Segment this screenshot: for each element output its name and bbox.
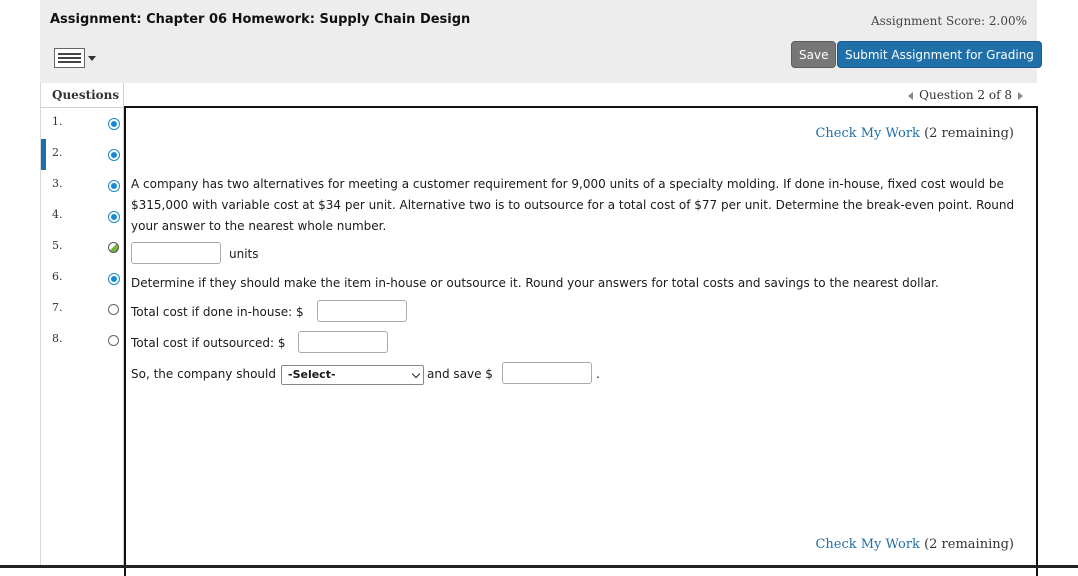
decision-select[interactable] — [281, 365, 424, 385]
next-question-icon[interactable] — [1018, 92, 1023, 100]
question-content — [124, 106, 1038, 576]
chevron-down-icon — [88, 56, 96, 61]
question-text: A company has two alternatives for meeting a customer requirement for 9,000 units of a specialty molding. If done in-house, fixed cost would be $315,000 with variable cost at $34 per unit. Alternative two is to outsource for a total cost of $77 per unit. Determine the break-even point. Round your answer to the nearest whole number. — [131, 177, 1015, 233]
outsourced-cost-label: Total cost if outsourced: $ — [131, 336, 286, 350]
should-label: So, the company should — [131, 367, 276, 381]
question-counter — [908, 88, 1023, 102]
save-button[interactable]: Save — [791, 41, 836, 68]
answered-status-icon — [109, 150, 119, 160]
part2-instructions: Determine if they should make the item in-house or outsource it. Round your answers for total costs and savings to the nearest dollar. — [131, 276, 939, 290]
question-number: 3. — [52, 177, 63, 190]
keyboard-menu-button[interactable] — [54, 44, 94, 72]
inhouse-cost-label: Total cost if done in-house: $ — [131, 305, 304, 319]
question-nav-item-1[interactable] — [41, 108, 125, 139]
question-nav-item-2[interactable] — [41, 139, 125, 170]
question-number: 6. — [52, 270, 63, 283]
question-counter-text: Question 2 of 8 — [919, 88, 1012, 102]
question-number: 1. — [52, 115, 63, 128]
question-number: 2. — [52, 146, 63, 159]
question-nav-item-5[interactable] — [41, 232, 125, 263]
question-number: 5. — [52, 239, 63, 252]
question-number: 7. — [52, 301, 63, 314]
outsourced-cost-input[interactable] — [298, 331, 388, 353]
assignment-header — [40, 0, 1037, 83]
question-nav-item-4[interactable] — [41, 201, 125, 232]
previous-question-icon[interactable] — [908, 92, 913, 100]
inhouse-cost-input[interactable] — [317, 300, 407, 322]
question-number: 8. — [52, 332, 63, 345]
check-my-work-link[interactable]: Check My Work — [815, 537, 920, 552]
question-nav — [40, 83, 124, 568]
submit-assignment-button[interactable]: Submit Assignment for Grading — [837, 41, 1042, 68]
questions-heading: Questions — [52, 88, 120, 102]
check-my-work-link[interactable]: Check My Work — [815, 126, 920, 141]
unanswered-status-icon — [108, 335, 119, 346]
question-nav-item-3[interactable] — [41, 170, 125, 201]
save-amount-label: and save $ — [427, 367, 493, 381]
savings-input[interactable] — [502, 362, 592, 384]
decision-select-value: -Select- — [288, 368, 336, 381]
units-label: units — [229, 247, 259, 261]
assignment-score: Assignment Score: 2.00% — [870, 14, 1027, 28]
partial-status-icon — [108, 242, 119, 253]
answered-status-icon — [109, 212, 119, 222]
active-indicator — [41, 139, 46, 170]
question-header — [124, 83, 1037, 106]
check-my-work-top — [815, 126, 1014, 141]
chevron-down-icon — [412, 370, 420, 378]
remaining-count: (2 remaining) — [924, 537, 1014, 552]
break-even-input[interactable] — [131, 242, 221, 264]
period-text: . — [596, 367, 600, 381]
unanswered-status-icon — [108, 304, 119, 315]
answered-status-icon — [109, 119, 119, 129]
question-nav-item-7[interactable] — [41, 294, 125, 325]
question-nav-item-6[interactable] — [41, 263, 125, 294]
assignment-title: Assignment: Chapter 06 Homework: Supply Chain Design — [50, 12, 471, 27]
keyboard-icon — [54, 48, 85, 68]
question-number: 4. — [52, 208, 63, 221]
check-my-work-bottom — [815, 537, 1014, 552]
remaining-count: (2 remaining) — [924, 126, 1014, 141]
answered-status-icon — [109, 274, 119, 284]
question-nav-item-8[interactable] — [41, 325, 125, 356]
answered-status-icon — [109, 181, 119, 191]
